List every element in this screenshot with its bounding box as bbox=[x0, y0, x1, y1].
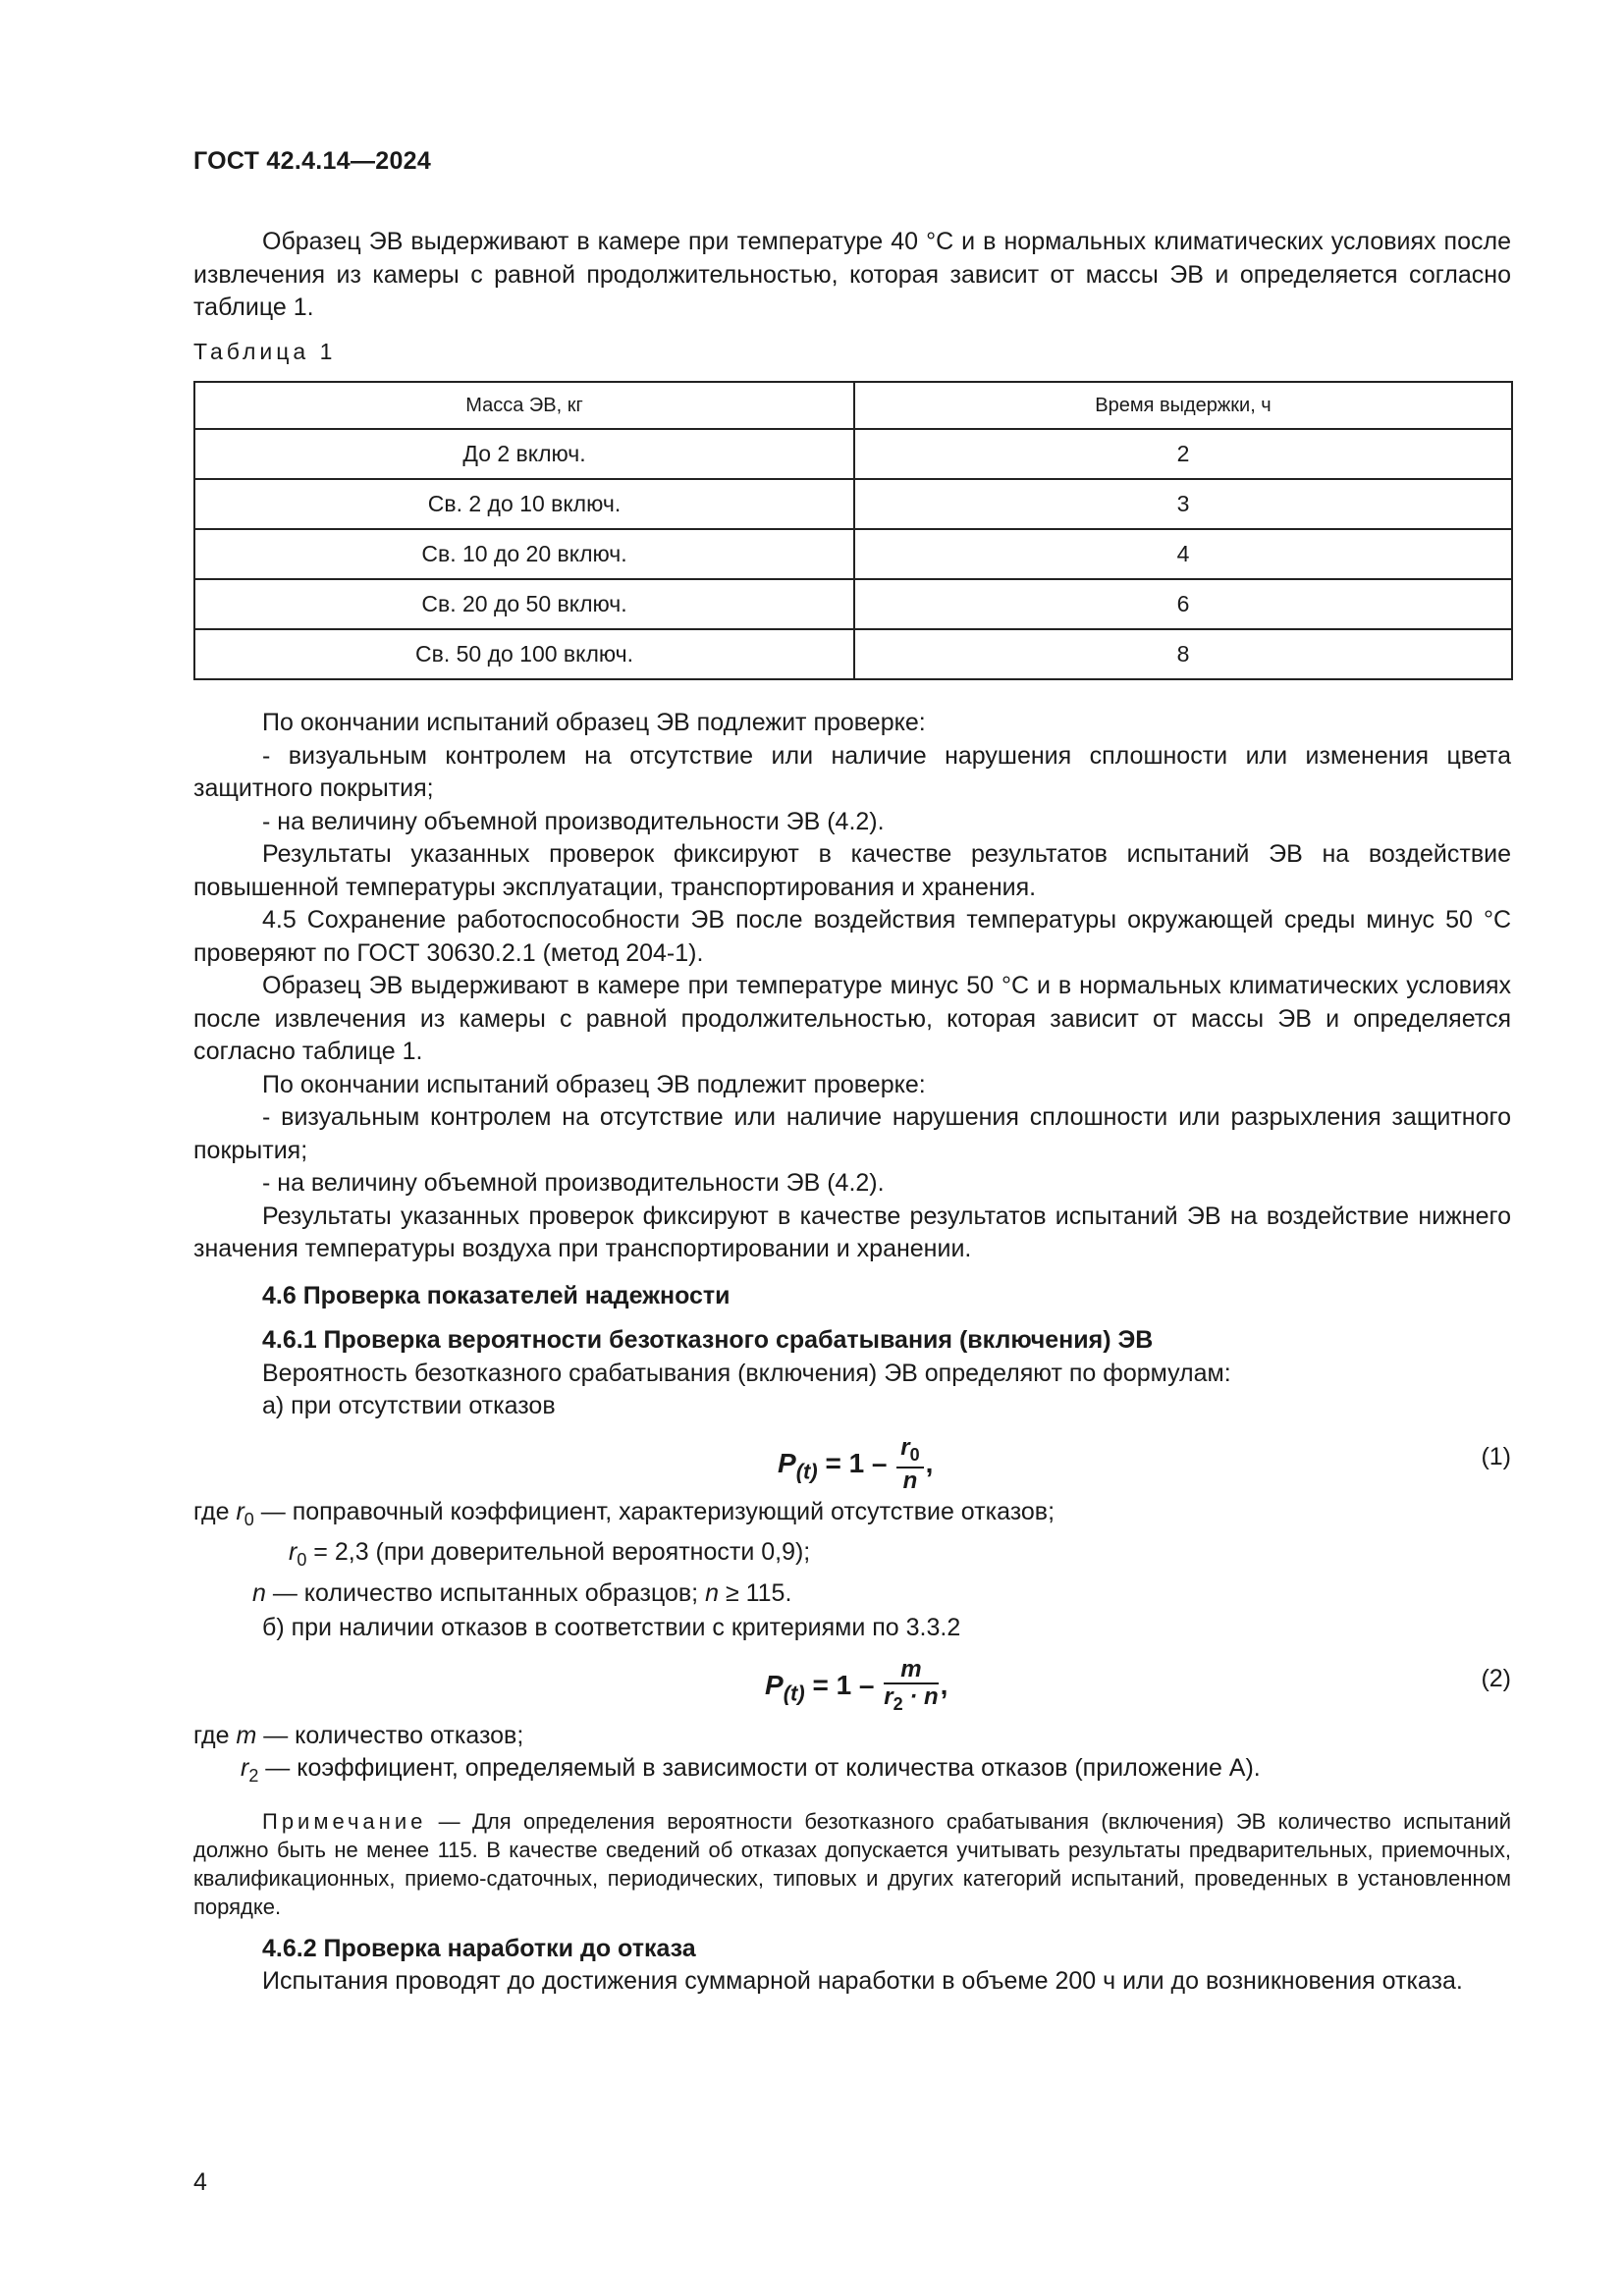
formula-1-numerator-sub: 0 bbox=[909, 1444, 920, 1465]
formula-1-denominator: n bbox=[902, 1468, 918, 1495]
section-4-6-heading: 4.6 Проверка показателей надежности bbox=[262, 1281, 731, 1309]
r2-sub: 2 bbox=[248, 1766, 259, 1786]
formula-2-lhs: P bbox=[765, 1669, 784, 1700]
table-cell-mass: Св. 10 до 20 включ. bbox=[194, 529, 854, 579]
intro-paragraph: Образец ЭВ выдерживают в камере при температуре 40 °С и в нормальных климатических условиях после извлечения из камеры с равной продолжительностью, которая зависит от массы ЭВ и определяется согласно таблице 1. bbox=[193, 228, 1511, 321]
formula-2-lhs-sub: (t) bbox=[783, 1680, 805, 1705]
section-4-6-2-heading: 4.6.2 Проверка наработки до отказа bbox=[262, 1934, 696, 1962]
where-r0-line bbox=[193, 1496, 1511, 1537]
formula-2-denominator-r: r bbox=[884, 1682, 893, 1710]
table-row bbox=[194, 529, 1512, 579]
r2-description: — коэффициент, определяемый в зависимости от количества отказов (приложение А). bbox=[265, 1754, 1261, 1782]
r0-sub: 0 bbox=[244, 1509, 254, 1529]
table-cell-time: 8 bbox=[854, 629, 1512, 679]
main-text-block bbox=[193, 707, 1511, 1999]
list-item: - на величину объемной производительности ЭВ (4.2). bbox=[262, 1169, 885, 1197]
note-text: — Для определения вероятности безотказного срабатывания (включения) ЭВ количество испытаний должно быть не менее 115. В качестве сведений об отказах допускается учитывать результаты предварительных, приемочных, квалификационных, приемо-сдаточных, периодических, типовых и других категорий испытаний, проведенных в установленном порядке. bbox=[193, 1808, 1511, 1919]
list-item: - визуальным контролем на отсутствие или наличие нарушения сплошности или разрыхления защитного покрытия; bbox=[193, 1103, 1511, 1164]
formula-2-number: (2) bbox=[1481, 1664, 1511, 1692]
r0-description: — поправочный коэффициент, характеризующий отсутствие отказов; bbox=[260, 1497, 1056, 1525]
formula-1-tail: , bbox=[925, 1447, 934, 1478]
formula-1-numerator bbox=[896, 1435, 923, 1469]
formula-1-number: (1) bbox=[1481, 1442, 1511, 1470]
n-symbol: n bbox=[252, 1578, 266, 1607]
note bbox=[193, 1807, 1511, 1921]
formula-1-fraction bbox=[896, 1435, 923, 1495]
formula-2-denominator-sub: 2 bbox=[893, 1693, 903, 1714]
r0-symbol: r bbox=[236, 1497, 244, 1525]
table-cell-time: 2 bbox=[854, 429, 1512, 479]
paragraph: Результаты указанных проверок фиксируют в качестве результатов испытаний ЭВ на воздействие нижнего значения температуры воздуха при транспортировании и хранении. bbox=[193, 1201, 1511, 1262]
m-symbol: m bbox=[236, 1721, 257, 1749]
formula-1-lhs: P bbox=[778, 1447, 796, 1478]
n-condition: ≥ 115. bbox=[725, 1578, 792, 1607]
list-item: - на величину объемной производительности ЭВ (4.2). bbox=[262, 807, 885, 835]
table-cell-mass: Св. 50 до 100 включ. bbox=[194, 629, 854, 679]
intro-block bbox=[193, 226, 1511, 325]
formula-2-expression bbox=[765, 1657, 947, 1717]
table-cell-mass: Св. 20 до 50 включ. bbox=[194, 579, 854, 629]
r0-value-text: = 2,3 (при доверительной вероятности 0,9); bbox=[313, 1538, 811, 1566]
last-paragraph: Испытания проводят до достижения суммарной наработки в объеме 200 ч или до возникновения отказа. bbox=[262, 1967, 1463, 1995]
page-number: 4 bbox=[193, 2168, 207, 2196]
table-row bbox=[194, 629, 1512, 679]
r2-symbol: r bbox=[241, 1754, 249, 1782]
formula-1-lhs-sub: (t) bbox=[795, 1458, 818, 1483]
table-cell-mass: Св. 2 до 10 включ. bbox=[194, 479, 854, 529]
where-m-line bbox=[193, 1720, 1511, 1753]
table-cell-time: 6 bbox=[854, 579, 1512, 629]
table-header-row bbox=[194, 382, 1512, 429]
m-description: — количество отказов; bbox=[263, 1721, 524, 1749]
formula-2-denominator-rest: · n bbox=[909, 1682, 939, 1710]
table-cell-time: 3 bbox=[854, 479, 1512, 529]
table-title: Таблица 1 bbox=[193, 339, 337, 364]
r0-value-line bbox=[193, 1536, 1511, 1577]
formula-2 bbox=[193, 1651, 1511, 1714]
table-row bbox=[194, 429, 1512, 479]
formula-1 bbox=[193, 1429, 1511, 1495]
table-row bbox=[194, 479, 1512, 529]
table-1 bbox=[193, 381, 1513, 680]
document-header: ГОСТ 42.4.14—2024 bbox=[193, 147, 432, 175]
table-cell-time: 4 bbox=[854, 529, 1512, 579]
formula-1-numerator-sym: r bbox=[900, 1433, 910, 1461]
paragraph: Образец ЭВ выдерживают в камере при температуре минус 50 °С и в нормальных климатических условиях после извлечения из камеры с равной продолжительностью, которая зависит от массы ЭВ и определяется согласно таблице 1. bbox=[193, 972, 1511, 1065]
paragraph: По окончании испытаний образец ЭВ подлежит проверке: bbox=[262, 1070, 926, 1098]
where-lead: где bbox=[193, 1497, 230, 1525]
paragraph: По окончании испытаний образец ЭВ подлежит проверке: bbox=[262, 709, 926, 736]
case-a-label: а) при отсутствии отказов bbox=[262, 1392, 556, 1419]
r0-value-sub: 0 bbox=[297, 1550, 307, 1570]
paragraph: Результаты указанных проверок фиксируют в качестве результатов испытаний ЭВ на воздействие повышенной температуры эксплуатации, транспортирования и хранения. bbox=[193, 840, 1511, 901]
n-symbol-2: n bbox=[705, 1578, 719, 1607]
table-header-time: Время выдержки, ч bbox=[854, 382, 1512, 429]
formula-2-fraction bbox=[884, 1657, 938, 1717]
note-label: Примечание bbox=[262, 1808, 427, 1834]
r2-line bbox=[193, 1752, 1511, 1793]
formula-2-denominator bbox=[884, 1684, 938, 1717]
n-description: — количество испытанных образцов; bbox=[272, 1578, 699, 1607]
case-b-label: б) при наличии отказов в соответствии с критериями по 3.3.2 bbox=[262, 1614, 961, 1641]
formula-2-numerator: m bbox=[884, 1657, 938, 1684]
list-item: - визуальным контролем на отсутствие или наличие нарушения сплошности или изменения цвета защитного покрытия; bbox=[193, 741, 1511, 802]
where-lead-2: где bbox=[193, 1721, 230, 1749]
formula-1-expression bbox=[778, 1435, 933, 1495]
table-cell-mass: До 2 включ. bbox=[194, 429, 854, 479]
section-4-5-paragraph: 4.5 Сохранение работоспособности ЭВ после воздействия температуры окружающей среды минус 50 °С проверяют по ГОСТ 30630.2.1 (метод 204-1). bbox=[193, 906, 1511, 967]
section-4-6-1-heading: 4.6.1 Проверка вероятности безотказного срабатывания (включения) ЭВ bbox=[262, 1326, 1154, 1354]
n-line bbox=[193, 1577, 1511, 1611]
r0-value-symbol: r bbox=[289, 1538, 298, 1566]
table-row bbox=[194, 579, 1512, 629]
formula-intro: Вероятность безотказного срабатывания (включения) ЭВ определяют по формулам: bbox=[262, 1359, 1231, 1387]
formula-1-eq: = 1 – bbox=[825, 1447, 888, 1478]
formula-2-tail: , bbox=[940, 1669, 948, 1700]
table-header-mass: Масса ЭВ, кг bbox=[194, 382, 854, 429]
formula-2-eq: = 1 – bbox=[812, 1669, 875, 1700]
